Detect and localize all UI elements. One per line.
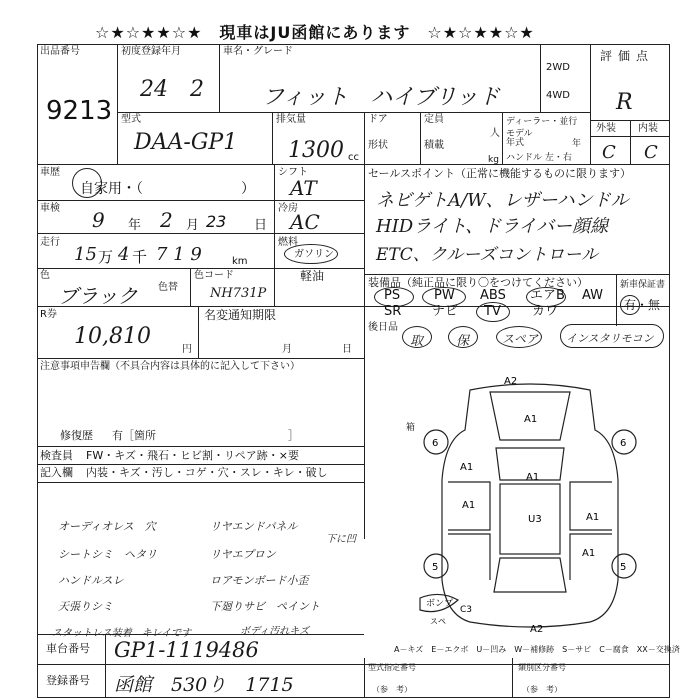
aftermarket-label: 後日品 xyxy=(368,322,398,333)
inspection-month: 2 xyxy=(160,208,173,232)
inspector-row: FW・キズ・飛石・ヒビ割・リペア跡・×要 xyxy=(86,449,299,462)
sales-line-2: HIDライト、ドライバー顔線 xyxy=(376,216,609,237)
mileage-unit: km xyxy=(232,256,248,267)
remark-extra: 下に凹 xyxy=(326,534,356,545)
interior-label: 内装 xyxy=(638,123,658,134)
diag-box: 箱 xyxy=(406,423,416,433)
banner: ☆★☆★★☆★ 現車はJU函館にあります ☆★☆★★☆★ xyxy=(95,23,535,42)
equip-leather: カワ xyxy=(532,304,559,319)
diag-spare: スペ xyxy=(430,617,446,626)
displacement-label: 排気量 xyxy=(276,114,306,125)
sales-line-3: ETC、クルーズコントロール xyxy=(376,245,599,265)
after-1: 取 xyxy=(410,334,424,349)
history-label: 車歴 xyxy=(40,167,60,178)
model-value: DAA-GP1 xyxy=(134,130,238,155)
fuel-label: 燃料 xyxy=(278,237,298,248)
class-cert-ref: （参 考） xyxy=(522,685,562,694)
transfer-month: 月 xyxy=(282,344,292,355)
model-label: 型式 xyxy=(121,114,141,125)
sales-label: セールスポイント（正常に機能するものに限ります） xyxy=(368,167,632,180)
grade-value: R xyxy=(616,90,633,115)
lot-label: 出品番号 xyxy=(40,46,80,57)
inspection-label: 車検 xyxy=(40,203,60,214)
plate-value: 函館 530り 1715 xyxy=(114,674,294,696)
diag-bumper: ボンプ xyxy=(426,599,454,609)
ac-value: AC xyxy=(290,210,320,234)
car-name-label: 車名・グレード xyxy=(223,46,293,57)
mileage-man: 15 xyxy=(74,244,97,265)
model-cert-label: 型式指定番号 xyxy=(368,663,416,672)
inspection-day: 23 xyxy=(206,212,227,231)
remark-left-5: スタットレス装着 キレイです xyxy=(52,628,192,639)
car-name-value: フィット ハイブリッド xyxy=(262,85,500,110)
inspection-year: 9 xyxy=(92,208,105,232)
mileage-man-unit: 万 xyxy=(98,248,114,266)
history-value: 自家用・（ ） xyxy=(80,181,255,197)
diag-a1-left-door: A1 xyxy=(462,500,476,511)
after-3: スペア xyxy=(502,332,539,346)
color-code-label: 色コード xyxy=(194,270,234,281)
color-code: NH731P xyxy=(210,286,267,301)
warranty-label: 新車保証書 xyxy=(620,280,666,290)
after-2: 保 xyxy=(456,334,470,349)
equip-pw: PW xyxy=(434,288,455,303)
diag-a1-hood: A1 xyxy=(524,414,538,425)
load-label: 積載 xyxy=(424,140,444,151)
fuel-diesel: 軽油 xyxy=(300,269,325,283)
remark-left-4: 天張りシミ xyxy=(58,600,113,613)
equip-airbag: エアB xyxy=(530,288,565,303)
interior-grade: C xyxy=(644,142,658,163)
remark-right-5: ボディ汚れキズ xyxy=(240,626,309,637)
equip-aw: AW xyxy=(582,288,604,303)
ac-label: 冷房 xyxy=(278,203,298,214)
load-unit: kg xyxy=(488,155,499,165)
inspection-day-unit: 日 xyxy=(254,218,268,233)
diag-a2-top: A2 xyxy=(504,376,518,387)
diag-six-right: 6 xyxy=(620,438,627,449)
diag-five-right: 5 xyxy=(620,562,627,573)
equip-tv: TV xyxy=(484,304,501,319)
diag-u3: U3 xyxy=(528,514,542,525)
repair-value: 有［箇所 ］ xyxy=(112,429,299,442)
model-year-unit: 年 xyxy=(572,139,582,149)
color-change-label: 色替 xyxy=(158,282,178,293)
drive-4wd: 4WD xyxy=(546,90,570,101)
first-reg-value: 24 2 xyxy=(140,77,204,102)
plate-label: 登録番号 xyxy=(46,674,90,687)
diag-a1-right-door: A1 xyxy=(586,512,600,523)
remark-left-3: ハンドルスレ xyxy=(58,574,124,587)
exterior-grade: C xyxy=(602,142,616,163)
inspection-month-unit: 月 xyxy=(186,218,200,233)
diag-five-left: 5 xyxy=(432,562,439,573)
handle-label: ハンドル 左・右 xyxy=(506,153,572,163)
equip-sr: SR xyxy=(384,304,402,319)
damage-legend: A－キズ E－エクボ U－凹み W－補修跡 S－サビ C－腐食 XX－交換済 xyxy=(394,645,680,654)
grade-label: 評価点 xyxy=(600,49,655,63)
recycle-label: R券 xyxy=(40,309,57,320)
model-year-label: モデル年式 xyxy=(506,129,533,148)
inspector-label: 検査員 xyxy=(40,449,73,462)
diag-a1-rear-right: A1 xyxy=(582,548,596,559)
displacement-unit: cc xyxy=(348,152,359,163)
recycle-unit: 円 xyxy=(182,344,192,355)
color-label: 色 xyxy=(40,270,50,281)
shape-label: 形状 xyxy=(368,140,388,151)
repair-label: 修復歴 xyxy=(60,429,93,442)
mileage-sen: 4 xyxy=(118,244,130,265)
lot-number: 9213 xyxy=(46,96,113,126)
after-4: インスタリモコン xyxy=(566,332,654,345)
dealer-label: ディーラー・並行 xyxy=(506,117,578,127)
model-cert-ref: （参 考） xyxy=(372,685,412,694)
exterior-label: 外装 xyxy=(596,123,616,134)
capacity-label: 定員 xyxy=(424,114,444,125)
displacement-value: 1300 xyxy=(288,138,344,163)
mileage-sen-unit: 千 xyxy=(132,248,148,266)
equip-tv-circle xyxy=(476,302,510,322)
diag-c3: C3 xyxy=(460,605,473,615)
remark-left-2: シートシミ ヘタリ xyxy=(58,548,157,561)
transfer-day: 日 xyxy=(342,344,352,355)
entry-row: 内装・キズ・汚し・コゲ・穴・スレ・キレ・破し xyxy=(86,466,328,479)
shift-label: シフト xyxy=(278,167,308,178)
remark-right-4: 下廻りサビ ペイント xyxy=(210,600,320,613)
color-value: ブラック xyxy=(58,284,138,308)
remark-right-1: リヤエンドパネル xyxy=(210,520,298,533)
sales-line-1: ネビゲトA/W、レザーハンドル xyxy=(376,190,629,211)
drive-2wd: 2WD xyxy=(546,62,570,73)
door-label: ドア xyxy=(368,114,388,125)
warranty-value: 有・無 xyxy=(624,298,661,312)
car-damage-diagram xyxy=(400,370,660,640)
entry-label: 記入欄 xyxy=(40,466,73,479)
equip-label: 装備品（純正品に限り〇をつけてください） xyxy=(368,276,588,289)
remark-right-2: リヤエプロン xyxy=(210,548,276,561)
capacity-unit: 人 xyxy=(490,128,500,139)
chassis-label: 車台番号 xyxy=(46,642,90,655)
equip-abs: ABS xyxy=(480,288,506,303)
mileage-label: 走行 xyxy=(40,237,60,248)
notes-label: 注意事項申告欄（不具合内容は具体的に記入して下さい） xyxy=(40,361,300,372)
remark-left-1: オーディオレス 穴 xyxy=(58,520,156,533)
diag-a1-front-left: A1 xyxy=(460,462,474,473)
class-cert-label: 類別区分番号 xyxy=(518,663,566,672)
inspection-year-unit: 年 xyxy=(128,218,142,233)
equip-ps: PS xyxy=(384,288,401,303)
recycle-value: 10,810 xyxy=(74,324,151,349)
mileage-rest: 7 1 9 xyxy=(156,244,202,265)
diag-six-left: 6 xyxy=(432,438,439,449)
diag-a1-roof: A1 xyxy=(526,472,540,483)
remark-right-3: ロアモンボード小歪 xyxy=(210,574,309,587)
diag-a2-bottom: A2 xyxy=(530,624,544,635)
fuel-gasoline: ガソリン xyxy=(294,249,334,260)
shift-value: AT xyxy=(290,176,317,200)
first-reg-label: 初度登録年月 xyxy=(121,46,181,57)
chassis-value: GP1-1119486 xyxy=(114,638,259,662)
equip-navi: ナビ xyxy=(432,304,459,319)
transfer-label: 名変通知期限 xyxy=(204,308,277,322)
